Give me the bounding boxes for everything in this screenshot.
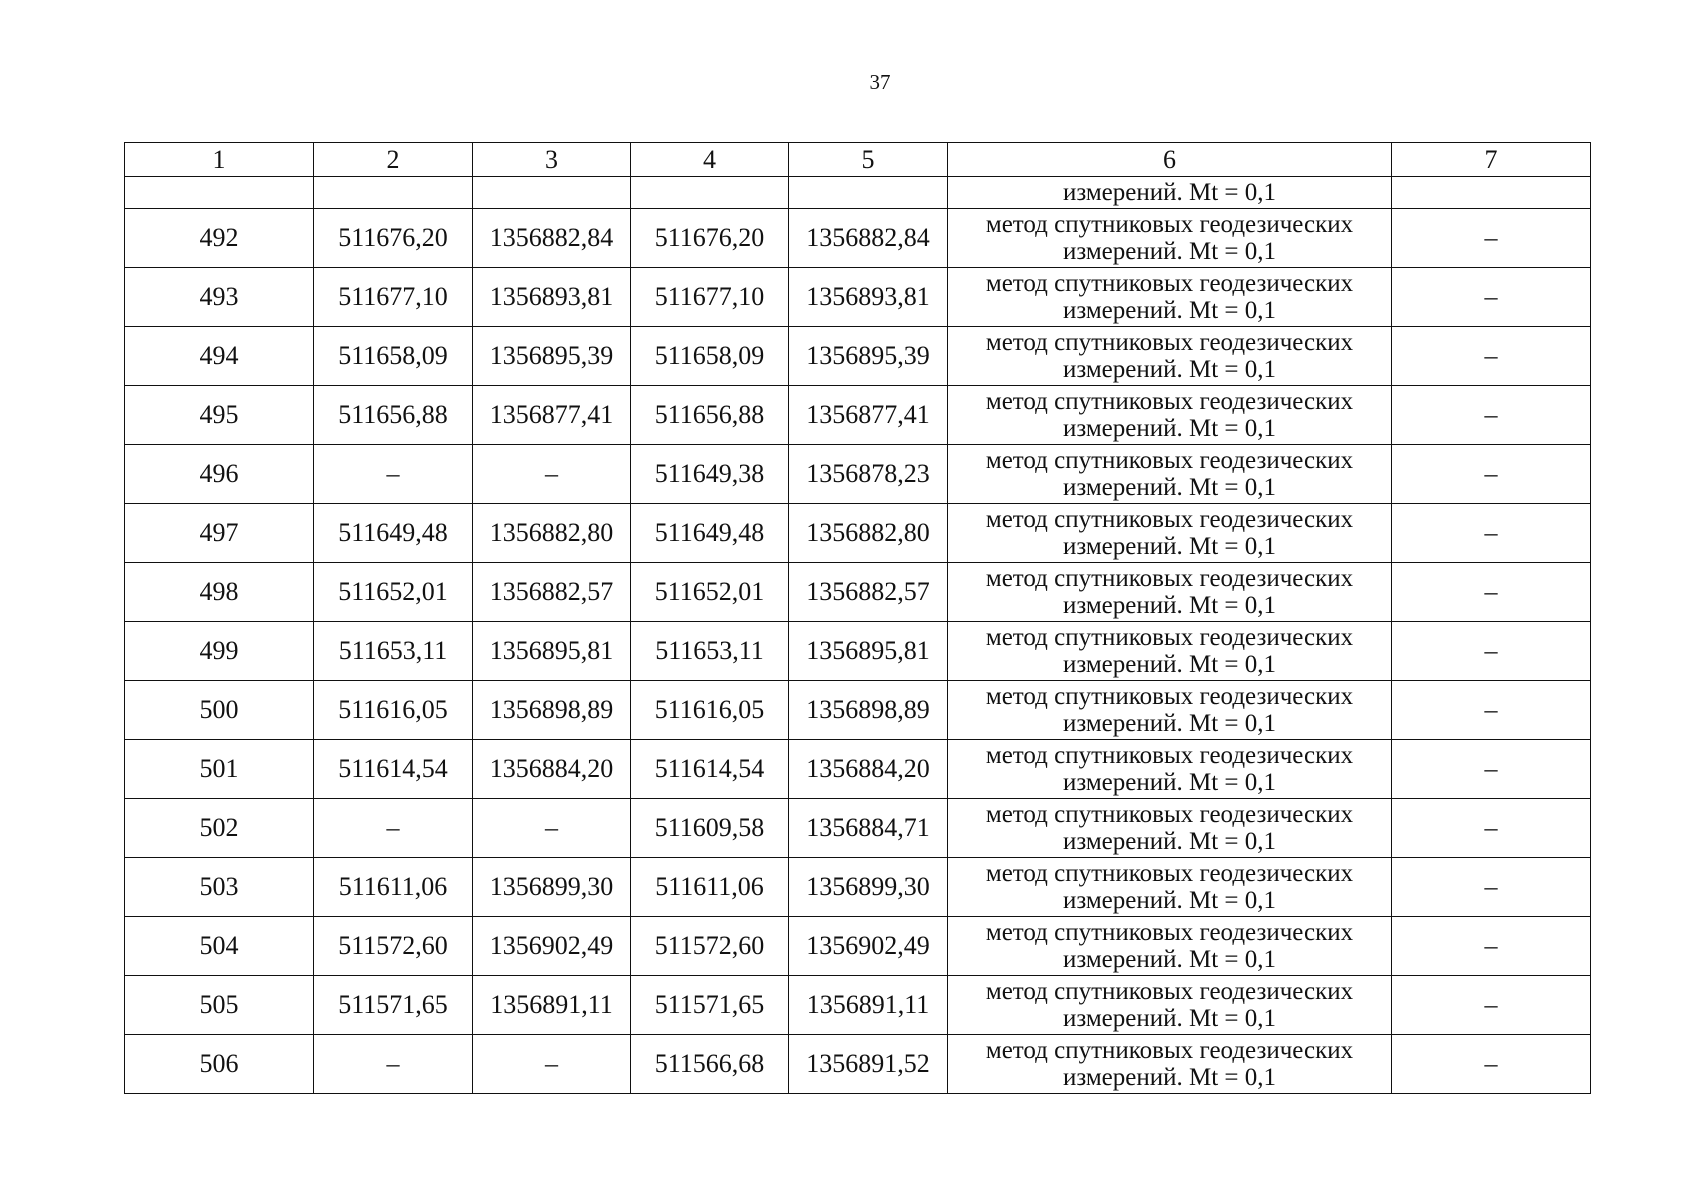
- method-cell: [948, 1035, 1392, 1094]
- point-number-cell: 495: [125, 386, 314, 445]
- table-row: [125, 209, 1591, 268]
- coord-x-cell: 511614,54: [314, 740, 473, 799]
- coord-y-cell: –: [473, 445, 631, 504]
- header-cell: 3: [473, 143, 631, 177]
- method-text-line-2: измерений. Mt = 0,1: [1062, 1063, 1277, 1091]
- point-number-cell: 497: [125, 504, 314, 563]
- coord-x-cell: 511676,20: [631, 209, 789, 268]
- header-cell: 7: [1392, 143, 1591, 177]
- coord-x-cell: –: [314, 1035, 473, 1094]
- note-cell: –: [1392, 563, 1591, 622]
- coord-x-cell: 511616,05: [631, 681, 789, 740]
- coord-x-cell: 511649,38: [631, 445, 789, 504]
- table-cell: [789, 177, 948, 209]
- method-text-line-2: измерений. Mt = 0,1: [1062, 591, 1277, 619]
- coord-x-cell: 511571,65: [314, 976, 473, 1035]
- coord-y-cell: 1356877,41: [473, 386, 631, 445]
- method-cell: [948, 504, 1392, 563]
- table-row: [125, 327, 1591, 386]
- method-text-line-1: метод спутниковых геодезических: [985, 800, 1354, 828]
- method-cell: [948, 327, 1392, 386]
- coord-y-cell: 1356899,30: [473, 858, 631, 917]
- coord-y-cell: 1356895,81: [789, 622, 948, 681]
- method-cell: [948, 740, 1392, 799]
- coord-y-cell: 1356902,49: [473, 917, 631, 976]
- header-cell: 1: [125, 143, 314, 177]
- method-cell: [948, 386, 1392, 445]
- coord-x-cell: 511676,20: [314, 209, 473, 268]
- table-cell: [1392, 177, 1591, 209]
- coord-y-cell: 1356882,57: [473, 563, 631, 622]
- table-row: [125, 622, 1591, 681]
- method-cell: [948, 622, 1392, 681]
- point-number-cell: 501: [125, 740, 314, 799]
- method-text-line-2: измерений. Mt = 0,1: [1062, 768, 1277, 796]
- method-cell: [948, 917, 1392, 976]
- method-cell: [948, 268, 1392, 327]
- point-number-cell: 499: [125, 622, 314, 681]
- method-text-line-1: метод спутниковых геодезических: [985, 564, 1354, 592]
- coord-y-cell: 1356882,84: [789, 209, 948, 268]
- page-number: 37: [869, 70, 891, 94]
- coordinates-table: [124, 142, 1591, 1094]
- point-number-cell: 502: [125, 799, 314, 858]
- method-text-line-2: измерений. Mt = 0,1: [1062, 296, 1277, 324]
- coord-y-cell: 1356884,20: [473, 740, 631, 799]
- coord-y-cell: 1356895,39: [473, 327, 631, 386]
- coord-y-cell: 1356891,52: [789, 1035, 948, 1094]
- coord-y-cell: 1356882,80: [473, 504, 631, 563]
- method-text-line-1: метод спутниковых геодезических: [985, 623, 1354, 651]
- coord-y-cell: 1356893,81: [473, 268, 631, 327]
- method-text-line-1: метод спутниковых геодезических: [985, 328, 1354, 356]
- table-body: [125, 143, 1591, 1094]
- table-row: [125, 858, 1591, 917]
- note-cell: –: [1392, 858, 1591, 917]
- point-number-cell: 494: [125, 327, 314, 386]
- coord-x-cell: 511677,10: [314, 268, 473, 327]
- coord-x-cell: 511658,09: [631, 327, 789, 386]
- point-number-cell: 492: [125, 209, 314, 268]
- coord-y-cell: 1356878,23: [789, 445, 948, 504]
- method-text-line-2: измерений. Mt = 0,1: [1062, 945, 1277, 973]
- method-text-line-1: метод спутниковых геодезических: [985, 1036, 1354, 1064]
- coord-y-cell: 1356877,41: [789, 386, 948, 445]
- point-number-cell: 498: [125, 563, 314, 622]
- method-text-line-1: метод спутниковых геодезических: [985, 387, 1354, 415]
- coord-x-cell: 511566,68: [631, 1035, 789, 1094]
- table-row: [125, 740, 1591, 799]
- table-row: [125, 799, 1591, 858]
- header-cell: 2: [314, 143, 473, 177]
- method-cell: [948, 445, 1392, 504]
- continuation-row: [125, 177, 1591, 209]
- note-cell: –: [1392, 976, 1591, 1035]
- method-text-line-2: измерений. Mt = 0,1: [1062, 237, 1277, 265]
- method-text-line-1: метод спутниковых геодезических: [985, 859, 1354, 887]
- method-text-line-1: метод спутниковых геодезических: [985, 446, 1354, 474]
- table-cell: [125, 177, 314, 209]
- coord-x-cell: –: [314, 799, 473, 858]
- note-cell: –: [1392, 1035, 1591, 1094]
- note-cell: –: [1392, 209, 1591, 268]
- coord-x-cell: 511658,09: [314, 327, 473, 386]
- coord-x-cell: 511653,11: [631, 622, 789, 681]
- coord-y-cell: 1356891,11: [789, 976, 948, 1035]
- note-cell: –: [1392, 327, 1591, 386]
- table-row: [125, 917, 1591, 976]
- note-cell: –: [1392, 799, 1591, 858]
- method-cell: [948, 858, 1392, 917]
- method-cell: [948, 976, 1392, 1035]
- coord-x-cell: 511572,60: [314, 917, 473, 976]
- coord-y-cell: 1356882,84: [473, 209, 631, 268]
- coord-y-cell: 1356902,49: [789, 917, 948, 976]
- coord-y-cell: 1356893,81: [789, 268, 948, 327]
- coord-x-cell: 511616,05: [314, 681, 473, 740]
- method-text-line-1: метод спутниковых геодезических: [985, 210, 1354, 238]
- point-number-cell: 500: [125, 681, 314, 740]
- coord-x-cell: 511656,88: [314, 386, 473, 445]
- header-row: [125, 143, 1591, 177]
- method-text-line-2: измерений. Mt = 0,1: [1062, 473, 1277, 501]
- method-text-line-2: измерений. Mt = 0,1: [1062, 414, 1277, 442]
- method-text-line-1: метод спутниковых геодезических: [985, 505, 1354, 533]
- table-row: [125, 386, 1591, 445]
- coord-x-cell: 511609,58: [631, 799, 789, 858]
- method-text-line-2: измерений. Mt = 0,1: [1062, 355, 1277, 383]
- coord-x-cell: 511614,54: [631, 740, 789, 799]
- point-number-cell: 506: [125, 1035, 314, 1094]
- coord-x-cell: 511611,06: [314, 858, 473, 917]
- note-cell: –: [1392, 622, 1591, 681]
- method-text-line-1: метод спутниковых геодезических: [985, 269, 1354, 297]
- note-cell: –: [1392, 445, 1591, 504]
- table-cell: [473, 177, 631, 209]
- method-text-line-2: измерений. Mt = 0,1: [1062, 827, 1277, 855]
- table-row: [125, 681, 1591, 740]
- method-cell: [948, 563, 1392, 622]
- method-text-line-2: измерений. Mt = 0,1: [1062, 886, 1277, 914]
- coord-x-cell: 511653,11: [314, 622, 473, 681]
- coord-y-cell: –: [473, 799, 631, 858]
- coord-x-cell: 511656,88: [631, 386, 789, 445]
- note-cell: –: [1392, 504, 1591, 563]
- method-text-line-1: метод спутниковых геодезических: [985, 977, 1354, 1005]
- coord-y-cell: 1356898,89: [789, 681, 948, 740]
- method-text-line-2: измерений. Mt = 0,1: [1062, 1004, 1277, 1032]
- header-cell: 4: [631, 143, 789, 177]
- method-cell: измерений. Mt = 0,1: [948, 177, 1392, 209]
- method-cell: [948, 799, 1392, 858]
- coord-x-cell: 511572,60: [631, 917, 789, 976]
- table-row: [125, 268, 1591, 327]
- point-number-cell: 503: [125, 858, 314, 917]
- method-cell: [948, 681, 1392, 740]
- coord-y-cell: 1356895,81: [473, 622, 631, 681]
- table-row: [125, 1035, 1591, 1094]
- coord-y-cell: –: [473, 1035, 631, 1094]
- table-cell: [314, 177, 473, 209]
- table-row: [125, 504, 1591, 563]
- table-row: [125, 563, 1591, 622]
- coord-x-cell: 511611,06: [631, 858, 789, 917]
- coord-y-cell: 1356882,80: [789, 504, 948, 563]
- table-row: [125, 976, 1591, 1035]
- point-number-cell: 493: [125, 268, 314, 327]
- method-text-line-2: измерений. Mt = 0,1: [1062, 532, 1277, 560]
- table-row: [125, 445, 1591, 504]
- coord-y-cell: 1356884,71: [789, 799, 948, 858]
- point-number-cell: 496: [125, 445, 314, 504]
- note-cell: –: [1392, 386, 1591, 445]
- point-number-cell: 505: [125, 976, 314, 1035]
- header-cell: 5: [789, 143, 948, 177]
- coord-x-cell: –: [314, 445, 473, 504]
- coord-y-cell: 1356882,57: [789, 563, 948, 622]
- note-cell: –: [1392, 917, 1591, 976]
- coord-y-cell: 1356895,39: [789, 327, 948, 386]
- coord-y-cell: 1356884,20: [789, 740, 948, 799]
- coord-x-cell: 511649,48: [631, 504, 789, 563]
- note-cell: –: [1392, 268, 1591, 327]
- coord-y-cell: 1356891,11: [473, 976, 631, 1035]
- method-text-line-2: измерений. Mt = 0,1: [1062, 709, 1277, 737]
- method-text-line-1: метод спутниковых геодезических: [985, 918, 1354, 946]
- note-cell: –: [1392, 681, 1591, 740]
- coord-x-cell: 511649,48: [314, 504, 473, 563]
- note-cell: –: [1392, 740, 1591, 799]
- header-cell: 6: [948, 143, 1392, 177]
- point-number-cell: 504: [125, 917, 314, 976]
- method-cell: [948, 209, 1392, 268]
- coord-x-cell: 511652,01: [314, 563, 473, 622]
- coord-x-cell: 511571,65: [631, 976, 789, 1035]
- coord-y-cell: 1356898,89: [473, 681, 631, 740]
- method-text-line-1: метод спутниковых геодезических: [985, 741, 1354, 769]
- method-text-line-2: измерений. Mt = 0,1: [1062, 650, 1277, 678]
- table-cell: [631, 177, 789, 209]
- coord-x-cell: 511652,01: [631, 563, 789, 622]
- coord-y-cell: 1356899,30: [789, 858, 948, 917]
- coord-x-cell: 511677,10: [631, 268, 789, 327]
- method-text-line-1: метод спутниковых геодезических: [985, 682, 1354, 710]
